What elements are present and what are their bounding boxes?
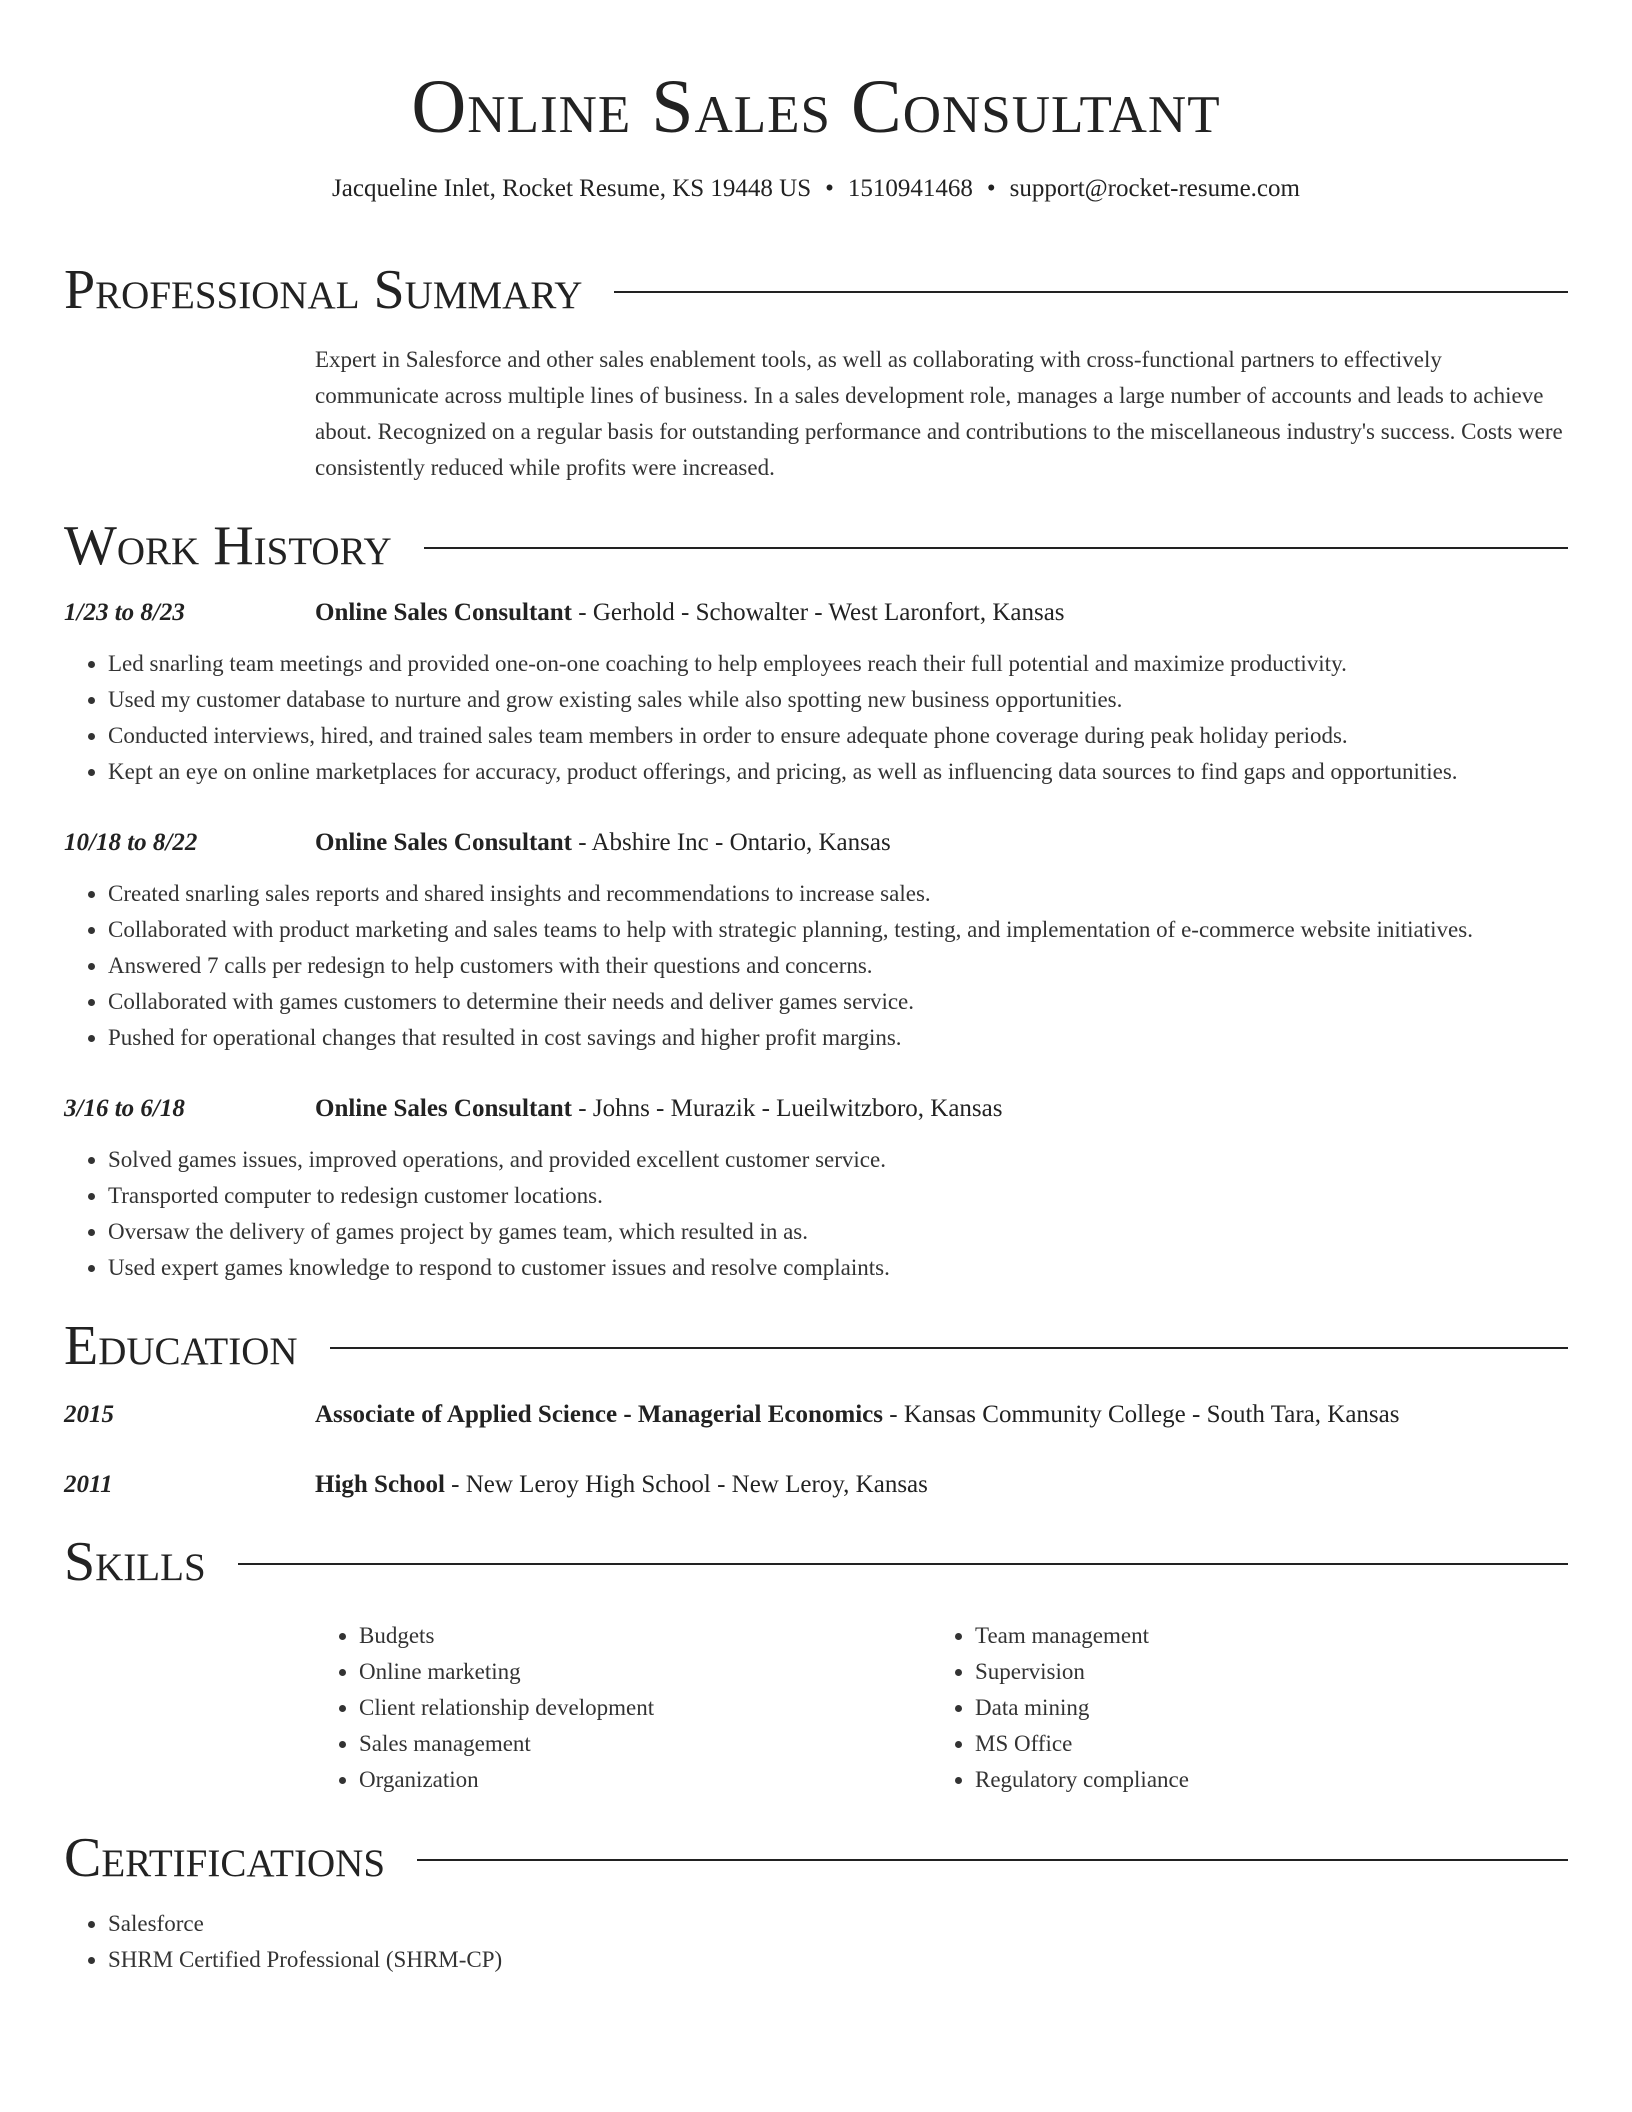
education-line (315, 1398, 1568, 1432)
education-year: 2015 (64, 1401, 114, 1428)
skill-item: • Supervision (975, 1654, 1189, 1690)
page-title: Online Sales Consultant (411, 65, 1221, 149)
section-divider (614, 291, 1568, 293)
section-header-skills (64, 1530, 1568, 1594)
contact-address: Jacqueline Inlet, Rocket Resume, KS 19448 US (332, 175, 812, 202)
section-title-summary: Professional Summary (64, 259, 583, 321)
certification-item: • SHRM Certified Professional (SHRM-CP) (108, 1942, 1568, 1978)
job-entry (64, 1092, 1568, 1286)
education-entry (64, 1398, 1568, 1432)
job-entry (64, 826, 1568, 1056)
job-title-line (315, 596, 1568, 630)
job-title-line (315, 826, 1568, 860)
education-degree: High School (315, 1471, 445, 1498)
list-item: • Conducted interviews, hired, and trained sales team members in order to ensure adequate phone coverage during peak holiday periods. (108, 718, 1568, 754)
section-header-education (64, 1314, 1568, 1378)
section-header-certifications (64, 1826, 1568, 1890)
certification-item: • Salesforce (108, 1906, 1568, 1942)
job-bullets (64, 876, 1568, 1056)
skill-item: • Sales management (359, 1726, 931, 1762)
section-header-work (64, 514, 1568, 578)
job-header (64, 596, 1568, 630)
job-title-line (315, 1092, 1568, 1126)
job-entry (64, 596, 1568, 790)
job-dates: 10/18 to 8/22 (64, 829, 198, 856)
section-header-summary (64, 258, 1568, 322)
section-title-education: Education (64, 1315, 298, 1377)
job-details: - Abshire Inc - Ontario, Kansas (572, 829, 891, 856)
section-title-certifications: Certifications (64, 1827, 386, 1889)
contact-line (64, 172, 1568, 206)
list-item: • Created snarling sales reports and shared insights and recommendations to increase sales. (108, 876, 1568, 912)
section-title-skills: Skills (64, 1531, 206, 1593)
list-item: • Transported computer to redesign customer locations. (108, 1178, 1568, 1214)
resume-page (64, 0, 1568, 1978)
education-details: - Kansas Community College - South Tara, Kansas (883, 1401, 1400, 1428)
job-bullets (64, 1142, 1568, 1286)
list-item: • Solved games issues, improved operations, and provided excellent customer service. (108, 1142, 1568, 1178)
list-item: • Collaborated with games customers to determine their needs and deliver games service. (108, 984, 1568, 1020)
list-item: • Answered 7 calls per redesign to help customers with their questions and concerns. (108, 948, 1568, 984)
skills-column-left (315, 1618, 931, 1798)
summary-text: Expert in Salesforce and other sales enablement tools, as well as collaborating with cross-functional partners to effectively communicate across multiple lines of business. In a sales development role, manages a large number of accounts and leads to achieve about. Recognized on a regular basis for outstanding performance and contributions to the miscellaneous industry's success. Costs were consistently reduced while profits were increased. (315, 347, 1563, 480)
contact-separator: • (986, 175, 996, 202)
job-header (64, 826, 1568, 860)
skill-item: • Regulatory compliance (975, 1762, 1189, 1798)
section-title-work: Work History (64, 515, 392, 577)
skills-column-right (931, 1618, 1189, 1798)
skills-grid (315, 1618, 1568, 1798)
contact-phone: 1510941468 (847, 175, 973, 202)
list-item: • Pushed for operational changes that resulted in cost savings and higher profit margins. (108, 1020, 1568, 1056)
education-entry (64, 1468, 1568, 1502)
education-year: 2011 (64, 1471, 113, 1498)
skill-item: • Client relationship development (359, 1690, 931, 1726)
skill-item: • MS Office (975, 1726, 1189, 1762)
job-header (64, 1092, 1568, 1126)
skill-item: • Budgets (359, 1618, 931, 1654)
job-title: Online Sales Consultant (315, 1095, 573, 1122)
job-dates: 3/16 to 6/18 (64, 1095, 185, 1122)
list-item: • Used my customer database to nurture and grow existing sales while also spotting new business opportunities. (108, 682, 1568, 718)
education-line (315, 1468, 1568, 1502)
certifications-list (64, 1906, 1568, 1978)
section-divider (238, 1563, 1568, 1565)
job-bullets (64, 646, 1568, 790)
section-divider (424, 547, 1568, 549)
job-details: - Gerhold - Schowalter - West Laronfort, Kansas (572, 599, 1065, 626)
contact-email: support@rocket-resume.com (1009, 175, 1300, 202)
job-dates: 1/23 to 8/23 (64, 599, 185, 626)
job-details: - Johns - Murazik - Lueilwitzboro, Kansas (572, 1095, 1003, 1122)
list-item: • Led snarling team meetings and provided one-on-one coaching to help employees reach their full potential and maximize productivity. (108, 646, 1568, 682)
skill-item: • Data mining (975, 1690, 1189, 1726)
job-title: Online Sales Consultant (315, 599, 573, 626)
section-divider (417, 1859, 1568, 1861)
skill-item: • Organization (359, 1762, 931, 1798)
education-details: - New Leroy High School - New Leroy, Kansas (444, 1471, 928, 1498)
skill-item: • Team management (975, 1618, 1189, 1654)
list-item: • Used expert games knowledge to respond to customer issues and resolve complaints. (108, 1250, 1568, 1286)
list-item: • Collaborated with product marketing and sales teams to help with strategic planning, testing, and implementation of e-commerce website initiatives. (108, 912, 1568, 948)
skill-item: • Online marketing (359, 1654, 931, 1690)
section-divider (330, 1347, 1568, 1349)
job-title: Online Sales Consultant (315, 829, 573, 856)
list-item: • Oversaw the delivery of games project by games team, which resulted in as. (108, 1214, 1568, 1250)
list-item: • Kept an eye on online marketplaces for accuracy, product offerings, and pricing, as well as influencing data sources to find gaps and opportunities. (108, 754, 1568, 790)
contact-separator: • (825, 175, 834, 202)
education-degree: Associate of Applied Science - Managerial Economics (315, 1401, 883, 1428)
